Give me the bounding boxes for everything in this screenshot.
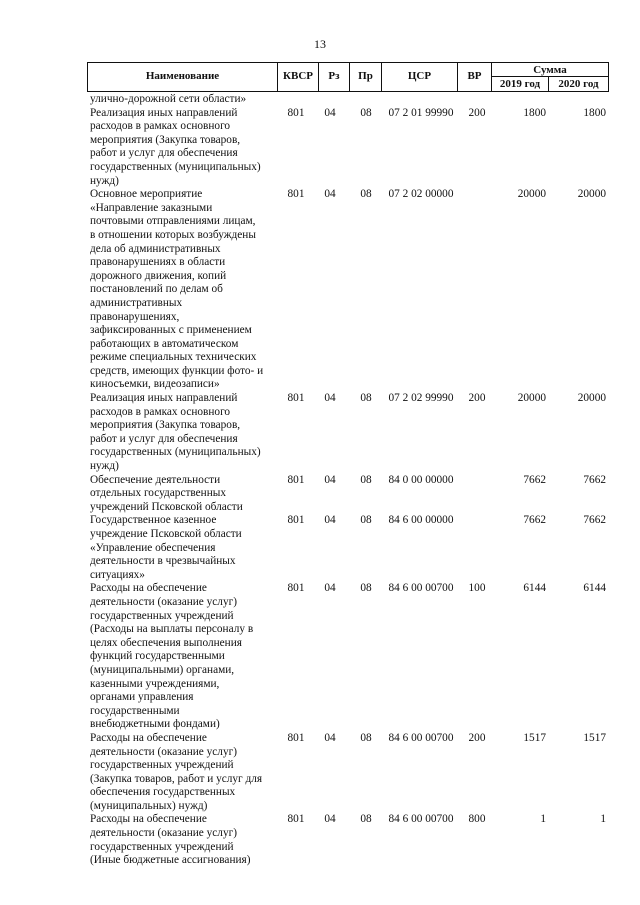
csr-cell: 84 6 00 00700: [388, 731, 454, 744]
kvsr-cell: 801: [287, 731, 305, 744]
header-sum: Сумма: [492, 63, 608, 77]
csr-cell: 84 6 00 00700: [388, 813, 454, 826]
csr-cell: 07 2 02 00000: [388, 188, 454, 201]
table-row: [90, 107, 610, 189]
table-row: [90, 813, 610, 867]
sum-2019-cell: 7662: [523, 473, 546, 486]
pr-cell: 08: [360, 731, 372, 744]
sum-2019-cell: 20000: [517, 188, 546, 201]
row-name: Государственное казенное учреждение Псковской области «Управление обеспечения деятельности в чрезвычайных ситуациях»: [90, 514, 242, 581]
kvsr-cell: 801: [287, 813, 305, 826]
csr-cell: 84 0 00 00000: [388, 473, 454, 486]
sum-2020-cell: 20000: [577, 392, 606, 405]
sum-2020-cell: 20000: [577, 188, 606, 201]
pr-cell: 08: [360, 473, 372, 486]
kvsr-cell: 801: [287, 106, 305, 119]
header-csr: ЦСР: [382, 63, 458, 91]
kvsr-cell: 801: [287, 188, 305, 201]
sum-2019-cell: 1: [540, 813, 546, 826]
kvsr-cell: 801: [287, 582, 305, 595]
vr-cell: 200: [468, 392, 486, 405]
kvsr-cell: 801: [287, 392, 305, 405]
table-row: [90, 582, 610, 732]
pr-cell: 08: [360, 813, 372, 826]
header-rz: Рз: [319, 63, 350, 91]
rz-cell: 04: [324, 813, 336, 826]
kvsr-cell: 801: [287, 473, 305, 486]
sum-2020-cell: 7662: [583, 473, 606, 486]
vr-cell: 200: [468, 731, 486, 744]
row-name: Расходы на обеспечение деятельности (оказание услуг) государственных учреждений (Закупка товаров, работ и услуг для обеспечения государственных (муниципальных) нужд): [90, 731, 263, 812]
pr-cell: 08: [360, 188, 372, 201]
header-vr: ВР: [458, 63, 492, 91]
sum-2019-cell: 6144: [523, 582, 546, 595]
row-name: Реализация иных направлений расходов в рамках основного мероприятия (Закупка товаров, работ и услуг для обеспечения государственных (муниципальных) нужд): [90, 392, 261, 473]
row-name: Расходы на обеспечение деятельности (оказание услуг) государственных учреждений (Иные бюджетные ассигнования): [90, 813, 251, 867]
rz-cell: 04: [324, 188, 336, 201]
row-name: улично-дорожной сети области»: [90, 93, 247, 105]
vr-cell: 800: [468, 813, 486, 826]
header-year-2019: 2019 год: [492, 77, 549, 91]
rz-cell: 04: [324, 731, 336, 744]
sum-2019-cell: 1517: [523, 731, 546, 744]
sum-2020-cell: 6144: [583, 582, 606, 595]
rz-cell: 04: [324, 582, 336, 595]
sum-2019-cell: 7662: [523, 514, 546, 527]
header-name: Наименование: [88, 63, 278, 91]
page-number: 13: [314, 37, 326, 51]
vr-cell: 100: [468, 582, 486, 595]
pr-cell: 08: [360, 514, 372, 527]
row-name: Основное мероприятие «Направление заказными почтовыми отправлениями лицам, в отношении которых возбуждены дела об административных правонарушениях в области дорожного движения, копий постановлений по делам об административных правонарушениях, зафиксированных с применением работающих в автоматическом режиме специальных технических средств, имеющих функции фото- и киносъемки, видеозаписи»: [90, 188, 264, 391]
table-header: [87, 62, 609, 92]
table-row: [90, 514, 610, 582]
table-body: [90, 93, 610, 868]
header-kvsr: КВСР: [278, 63, 319, 91]
header-year-2020: 2020 год: [558, 78, 599, 90]
csr-cell: 84 6 00 00700: [388, 582, 454, 595]
table-row: [90, 474, 610, 515]
rz-cell: 04: [324, 473, 336, 486]
rz-cell: 04: [324, 514, 336, 527]
csr-cell: 84 6 00 00000: [388, 514, 454, 527]
header-pr: Пр: [350, 63, 382, 91]
table-row: [90, 93, 610, 107]
row-name: Обеспечение деятельности отдельных государственных учреждений Псковской области: [90, 473, 243, 513]
pr-cell: 08: [360, 392, 372, 405]
kvsr-cell: 801: [287, 514, 305, 527]
pr-cell: 08: [360, 106, 372, 119]
rz-cell: 04: [324, 106, 336, 119]
table-row: [90, 392, 610, 474]
row-name: Расходы на обеспечение деятельности (оказание услуг) государственных учреждений (Расходы на выплаты персоналу в целях обеспечения выполнения функций государственными (муниципальными) органами, казенными учреждениями, органами управления государственными внебюджетными фондами): [90, 582, 254, 731]
sum-2020-cell: 1517: [583, 731, 606, 744]
vr-cell: 200: [468, 106, 486, 119]
rz-cell: 04: [324, 392, 336, 405]
sum-2020-cell: 1: [600, 813, 606, 826]
sum-2019-cell: 20000: [517, 392, 546, 405]
sum-2020-cell: 7662: [583, 514, 606, 527]
table-row: [90, 732, 610, 814]
row-name: Реализация иных направлений расходов в рамках основного мероприятия (Закупка товаров, работ и услуг для обеспечения государственных (муниципальных) нужд): [90, 106, 261, 187]
sum-2019-cell: 1800: [523, 106, 546, 119]
table-row: [90, 188, 610, 392]
csr-cell: 07 2 02 99990: [388, 392, 454, 405]
sum-2020-cell: 1800: [583, 106, 606, 119]
csr-cell: 07 2 01 99990: [388, 106, 454, 119]
pr-cell: 08: [360, 582, 372, 595]
